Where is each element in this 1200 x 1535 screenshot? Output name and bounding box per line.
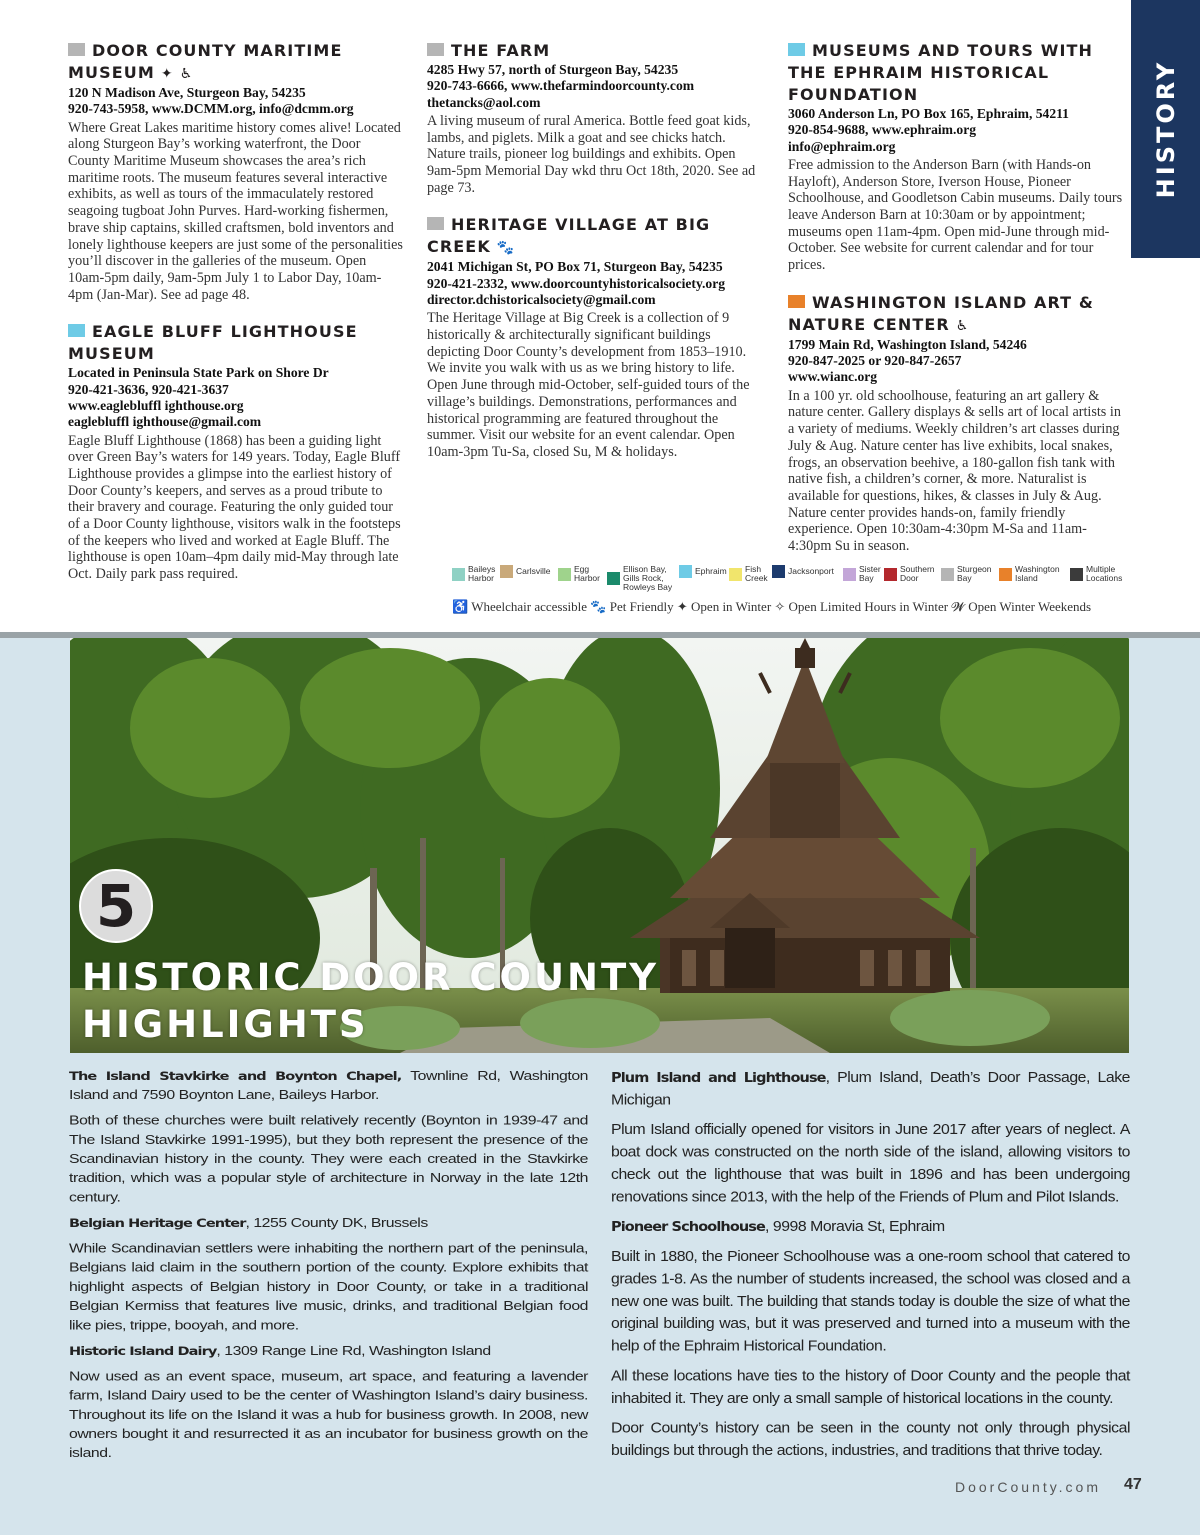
legend-label: Ephraim [695,566,727,576]
wheelchair-icon: ♿ [955,317,970,334]
highlight-name: Historic Island Dairy [69,1345,217,1359]
entry-website: www.eaglebluffl ighthouse.org [68,397,244,413]
highlights-right-column [611,1067,1130,1470]
legend-label: Ellison Bay, Gills Rock, Rowleys Bay [623,564,673,592]
section-title [82,954,659,1048]
highlight-heading [69,1067,588,1105]
legend-swatch [452,568,465,581]
page-number: 47 [1124,1476,1142,1493]
legend-swatch [884,568,897,581]
legend-swatch [679,565,692,578]
entry-email: eaglebluffl ighthouse@gmail.com [68,414,262,430]
entry-title: EAGLE BLUFF LIGHTHOUSE MUSEUM [68,322,358,364]
entry-email: thetancks@aol.com [427,94,541,110]
highlight-body: Door County’s history can be seen in the county not only through physical buildings but through the actions, industries, and traditions that thrive today. [611,1420,1130,1459]
highlight-heading [611,1067,1130,1112]
legend-swatch [558,568,571,581]
legend-item [679,565,727,578]
highlight-heading [69,1342,588,1361]
symbol-legend: ♿ Wheelchair accessible 🐾 Pet Friendly ✦ Open in Winter ✧ Open Limited Hours in Winter 𝓦 Open Winter Weekends [452,599,1092,614]
legend-swatch [999,568,1012,581]
legend-label: Sister Bay [859,564,881,583]
entry-address: Located in Peninsula State Park on Shore Dr [68,365,329,381]
location-swatch [788,43,805,56]
entry-phone: 920-847-2025 or 920-847-2657 [788,353,962,369]
entry-maritime-museum [68,40,403,303]
legend-item [607,565,679,592]
location-swatch [68,43,85,56]
entry-description: The Heritage Village at Big Creek is a collection of 9 historically & architecturally significant buildings depicting Door County’s development from 1853–1910. We invite you walk with us as we bring history to life. Open June through mid-October, self-guided tours of the village’s buildings. Demonstrations, performances and historical programming are featured throughout the summer. Visit our website for an event calendar. Open 10am-3pm Tu-Sa, closed Su, M & holidays. [427,310,750,460]
highlight-body: Plum Island officially opened for visitors in June 2017 after years of neglect. A boat dock was constructed on the north side of the island, allowing visitors to check out the lighthouse that was built in 1896 and has been undergoing renovations since 2013, with the help of the Friends of Plum and Pilot Islands. [611,1122,1130,1206]
entry-washington-island-center [788,292,1124,555]
entry-contact: 920-421-2332, www.doorcountyhistoricalsociety.org [427,275,726,291]
entry-eagle-bluff [68,321,403,583]
highlight-location: , 1255 County DK, Brussels [245,1216,428,1231]
section-title-line: HIGHLIGHTS [82,1003,369,1046]
highlight-location: Townline Rd, Washington Island and 7590 Boynton Lane, Baileys Harbor. [69,1069,589,1103]
entry-description: A living museum of rural America. Bottle feed goat kids, lambs, and piglets. Milk a goat and see chicks hatch. Nature trails, pioneer log buildings and exhibits. Open 9am-5pm Memorial Day wkd thru Oct 18th, 2020. See ad page 73. [427,112,756,196]
highlight-body: Built in 1880, the Pioneer Schoolhouse was a one-room school that catered to grades 1-8. As the number of students increased, the school was closed and a new one was built. The building that stands today is double the size of what the original building was, but it was preserved and turned into a museum with the help of the Ephraim Historical Foundation. [611,1248,1130,1355]
legend-item [843,565,885,583]
entry-heading [788,40,1124,106]
entry-email: director.dchistoricalsociety@gmail.com [427,292,656,307]
highlight-body: While Scandinavian settlers were inhabiting the northern part of the peninsula, Belgians laid claim in the southern portion of the county. Explore exhibits that highlight aspects of Belgian history in Door County, or take in a traditional Belgian Kermiss that features live music, drinks, and traditional Belgian food like pies, trippe, booyah, and more. [69,1242,588,1333]
section-tab [1131,0,1200,258]
highlights-left-column [69,1067,588,1470]
legend-swatch [729,568,742,581]
legend-swatch [1070,568,1083,581]
legend-item [452,565,500,583]
pet-friendly-icon: 🐾 [496,240,516,257]
entry-description: In a 100 yr. old schoolhouse, featuring an art gallery & nature center. Gallery displays & sells art of local artists in a variety of mediums. Weekly children’s art classes during July & Aug. Nature center has live exhibits, local snakes, frogs, an observation beehive, a 180-gallon fish tank with native fish, a children’s corner, & more. Naturalist is available for questions, hikes, & classes in July & Aug. Nature center provides hands-on, family friendly experience. Open 10:30am-4:30pm M-Sa and 11am-4:30pm Su in season. [788,387,1121,555]
legend-item [884,565,940,583]
legend-label: Southern Door [900,564,935,583]
column-right [788,40,1124,573]
legend-swatch [941,568,954,581]
highlight-heading [69,1214,588,1233]
legend-label: Multiple Locations [1086,564,1123,583]
winter-accessible-icons: ✦ ♿ [160,66,194,82]
entry-website: www.wianc.org [788,369,878,385]
legend-label: Baileys Harbor [468,564,496,583]
entry-address: 3060 Anderson Ln, PO Box 165, Ephraim, 54211 [788,106,1069,121]
legend-label: Fish Creek [745,564,768,583]
location-swatch [788,295,805,308]
location-swatch [68,324,85,337]
entry-address: 2041 Michigan St, PO Box 71, Sturgeon Bay, 54235 [427,259,723,275]
legend-swatch [607,572,620,585]
footer-website: DoorCounty.com [955,1479,1102,1495]
highlight-name: Plum Island and Lighthouse [611,1070,826,1086]
highlight-body: Both of these churches were built relatively recently (Boynton in 1939-47 and The Island Stavkirke 1991-1995), but they both represent the presence of the Scandinavian history in the county. They were each created in the Stavkirke tradition, which was a popular style of architecture in Norway in the late 12th century. [69,1114,588,1205]
legend-label: Jacksonport [788,566,834,576]
entry-description: Where Great Lakes maritime history comes alive! Located along Sturgeon Bay’s working waterfront, the Door County Maritime Museum showcases the area’s rich maritime roots. The museum features several interactive exhibits, as well as tours of the immaculately restored seagoing tugboat John Purves. Hard-working fishermen, brave ship captains, skilled craftsmen, bold inventors and lonely lighthouse keepers are just some of the personalities you’ll discover in the galleries of the museum. Open 10am-5pm daily, 9am-5pm July 1 to Labor Day, 10am-4pm (Jan-Mar). See ad page 48. [68,119,403,303]
legend-item [729,565,771,583]
legend-item [500,565,550,578]
legend-label: Washington Island [1015,564,1060,583]
entry-email: info@ephraim.org [788,138,896,154]
legend-item [558,565,604,583]
legend-item [772,565,834,578]
entry-heading [68,321,403,365]
legend-swatch [500,565,513,578]
highlight-heading [611,1216,1130,1238]
entry-heritage-village [427,214,762,460]
highlight-location: , Plum Island, Death’s Door Passage, Lake Michigan [611,1069,1130,1109]
entry-heading [68,40,403,85]
entry-address: 1799 Main Rd, Washington Island, 54246 [788,336,1027,352]
entry-phone: 920-421-3636, 920-421-3637 [68,381,229,397]
column-middle [427,40,762,479]
legend-swatch [772,565,785,578]
legend-label: Egg Harbor [574,564,600,583]
entry-title: DOOR COUNTY MARITIME MUSEUM [68,41,343,82]
location-swatch [427,43,444,56]
entry-contact: 920-854-9688, www.ephraim.org [788,122,977,138]
entry-description: Eagle Bluff Lighthouse (1868) has been a guiding light over Green Bay’s waters for 149 years. Today, Eagle Bluff Lighthouse provides a glimpse into the earliest history of Door County’s keepers, and serves as a proud tribute to their bravery and courage. Featuring the only guided tour of a Door County lighthouse, visitors walk in the footsteps of the keepers who lived and worked at Eagle Bluff. The lighthouse is open 10am–4pm daily mid-May through late Oct. Daily park pass required. [68,432,401,583]
entry-address: 4285 Hwy 57, north of Sturgeon Bay, 54235 [427,62,679,77]
entry-heading [427,40,762,62]
location-swatch [427,217,444,230]
entry-title: MUSEUMS AND TOURS WITH THE EPHRAIM HISTORICAL FOUNDATION [788,41,1094,104]
section-tab-label: HISTORY [1151,59,1180,199]
section-title-line: HISTORIC DOOR COUNTY [82,956,660,999]
entry-the-farm [427,40,762,196]
highlight-location: , 9998 Moravia St, Ephraim [764,1219,945,1235]
entry-contact: 920-743-6666, www.thefarmindoorcounty.com [427,78,695,94]
entry-contact: 920-743-5958, www.DCMM.org, info@dcmm.org [68,101,354,117]
entry-heading [788,292,1124,337]
legend-item [999,565,1063,583]
highlight-name: Belgian Heritage Center [69,1217,246,1231]
entry-ephraim-foundation [788,40,1124,274]
entry-address: 120 N Madison Ave, Sturgeon Bay, 54235 [68,85,306,100]
section-number: 5 [79,869,153,943]
highlight-body: All these locations have ties to the history of Door County and the people that inhabited it. They are only a small sample of historical locations in the county. [611,1368,1130,1407]
legend-label: Sturgeon Bay [957,564,992,583]
highlight-name: The Island Stavkirke and Boynton Chapel, [69,1070,402,1083]
legend-item [941,565,997,583]
highlight-name: Pioneer Schoolhouse [611,1219,765,1235]
legend-item [1070,565,1126,583]
legend-label: Carlsville [516,566,551,576]
entry-title: HERITAGE VILLAGE AT BIG CREEK [427,215,711,257]
entry-title: THE FARM [451,41,551,60]
entry-heading [427,214,762,259]
highlight-location: , 1309 Range Line Rd, Washington Island [216,1344,491,1359]
location-legend [452,565,1132,595]
entry-title: WASHINGTON ISLAND ART & NATURE CENTER [788,292,1094,334]
column-left [68,40,403,601]
entry-description: Free admission to the Anderson Barn (with Hands-on Hayloft), Anderson Store, Iverson House, Pioneer Schoolhouse, and Goodletson Cabin museums. Daily tours leave Anderson Barn at 10:30am or by appointment; museums open 11am-4pm. Open mid-June through mid-October. See website for current calendar and for tour prices. [788,156,1123,274]
legend-swatch [843,568,856,581]
highlight-body: Now used as an event space, museum, art space, and featuring a lavender farm, Island Dairy used to be the center of Washington Island’s dairy business. Throughout its life on the Island it was a hub for business growth. In 2008, new owners bought it and resurrected it as an incubator for business growth on the island. [69,1370,588,1461]
